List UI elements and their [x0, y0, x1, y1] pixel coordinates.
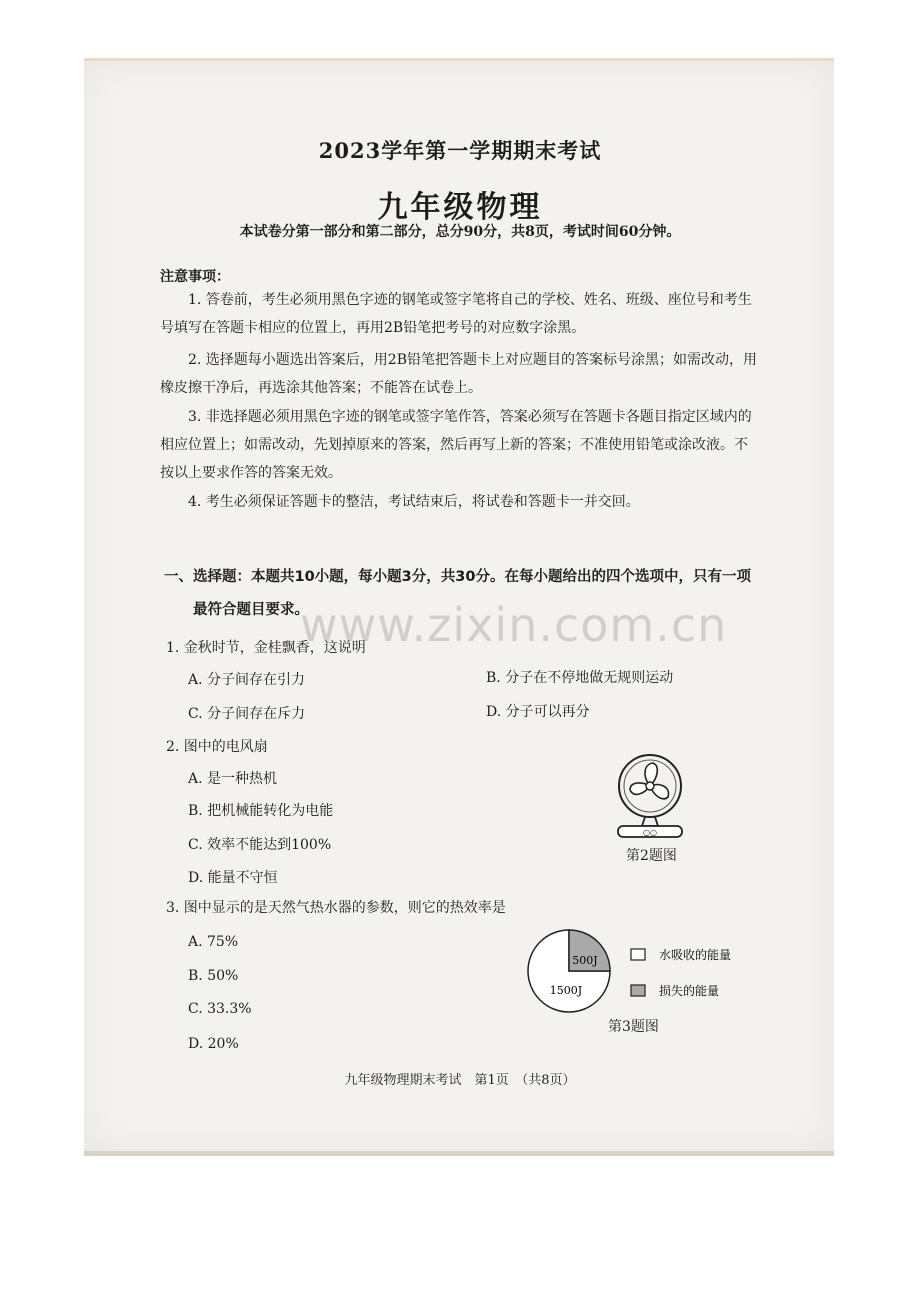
section-1-heading: 一、选择题：本题共10小题，每小题3分，共30分。在每小题给出的四个选项中，只有一项	[164, 569, 751, 585]
pie-label-absorbed: 1500J	[549, 984, 583, 997]
energy-pie-chart	[525, 925, 765, 1017]
watermark: www.zixin.com.cn	[300, 598, 728, 652]
q1-option-b: B. 分子在不停地做无规则运动	[486, 670, 674, 686]
notice-item-4: 4. 考生必须保证答题卡的整洁，考试结束后，将试卷和答题卡一并交回。	[188, 494, 640, 510]
q3-option-c: C. 33.3%	[188, 1001, 252, 1017]
section-1-heading-cont: 最符合题目要求。	[193, 602, 309, 618]
notice-heading: 注意事项：	[160, 269, 230, 285]
notice-item-2: 2. 选择题每小题选出答案后，用2B铅笔把答题卡上对应题目的答案标号涂黑；如需改动，用橡皮擦干净后，再选涂其他答案；不能答在试卷上。	[160, 352, 758, 396]
page-footer: 九年级物理期末考试 第1页 （共8页）	[344, 1073, 576, 1088]
q2-stem: 2. 图中的电风扇	[166, 739, 268, 755]
legend-swatch-lost	[631, 985, 645, 996]
exam-subject: 九年级物理	[377, 190, 543, 225]
legend-label-lost: 损失的能量	[659, 984, 720, 998]
q1-option-a: A. 分子间存在引力	[188, 672, 306, 688]
q3-option-a: A. 75%	[188, 934, 239, 950]
pie-label-lost: 500J	[572, 954, 598, 967]
electric-fan-figure	[608, 752, 694, 842]
exam-intro: 本试卷分第一部分和第二部分，总分90分，共8页，考试时间60分钟。	[239, 224, 681, 240]
fan-controls: ○○	[643, 828, 657, 837]
fan-hub	[646, 782, 654, 790]
q3-option-d: D. 20%	[188, 1036, 239, 1052]
legend-label-absorbed: 水吸收的能量	[659, 948, 732, 962]
notice-item-3: 3. 非选择题必须用黑色字迹的钢笔或签字笔作答，答案必须写在答题卡各题目指定区域内的相应位置上；如需改动，先划掉原来的答案，然后再写上新的答案；不准使用铅笔或涂改液。不按以上要求作答的答案无效。	[160, 409, 752, 481]
q1-option-c: C. 分子间存在斥力	[188, 706, 306, 722]
q2-option-b: B. 把机械能转化为电能	[188, 803, 334, 819]
q2-figure-caption: 第2题图	[626, 848, 677, 864]
q3-option-b: B. 50%	[188, 968, 239, 984]
q2-option-d: D. 能量不守恒	[188, 870, 278, 886]
q2-option-a: A. 是一种热机	[188, 771, 278, 787]
q1-stem: 1. 金秋时节，金桂飘香，这说明	[166, 640, 366, 656]
notice-item-1: 1. 答卷前，考生必须用黑色字迹的钢笔或签字笔将自己的学校、姓名、班级、座位号和考生号填写在答题卡相应的位置上，再用2B铅笔把考号的对应数字涂黑。	[160, 292, 752, 336]
q1-option-d: D. 分子可以再分	[486, 704, 590, 720]
fan-stand	[642, 817, 658, 826]
q3-stem: 3. 图中显示的是天然气热水器的参数，则它的热效率是	[166, 900, 506, 916]
q2-option-c: C. 效率不能达到100%	[188, 837, 332, 853]
legend-swatch-absorbed	[631, 949, 645, 960]
q3-figure-caption: 第3题图	[608, 1019, 659, 1035]
exam-title: 2023学年第一学期期末考试	[318, 138, 602, 163]
